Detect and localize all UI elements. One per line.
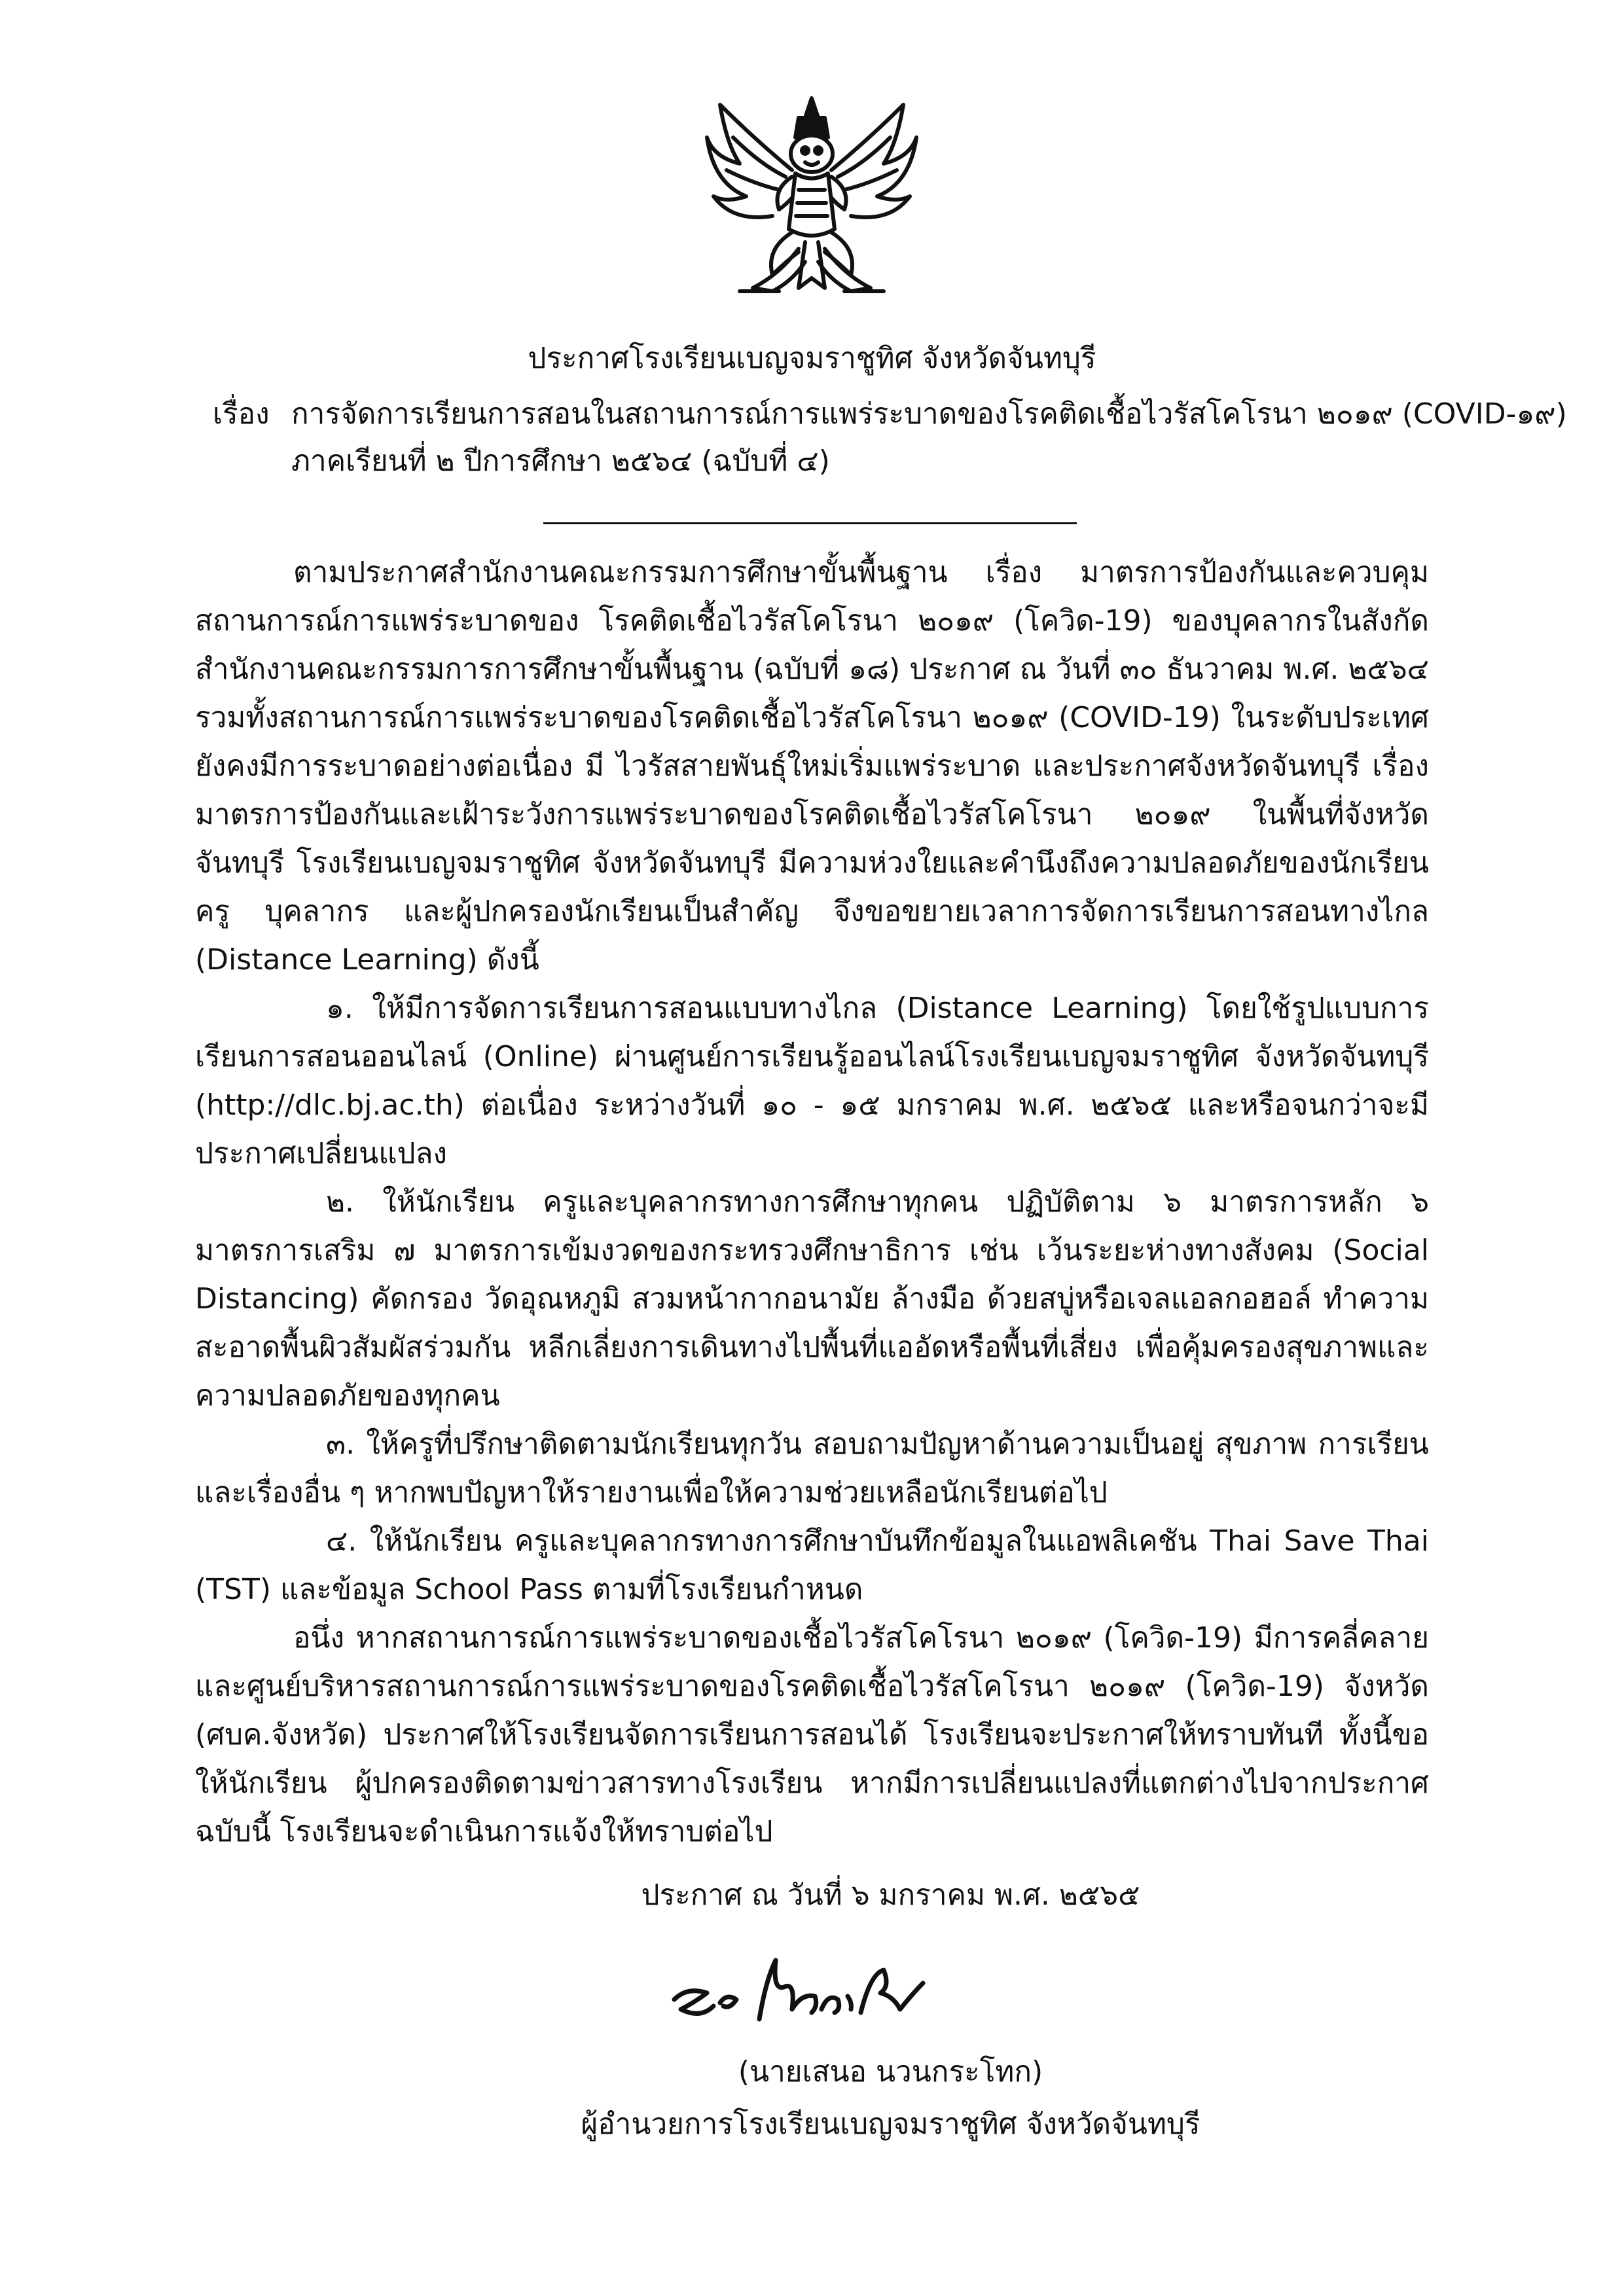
subject-label: เรื่อง [213,397,270,431]
intro-paragraph: ตามประกาศสำนักงานคณะกรรมการศึกษาขั้นพื้นฐาน เรื่อง มาตรการป้องกันและควบคุมสถานการณ์การแพร่ระบาดของ โรคติดเชื้อไวรัสโคโรนา ๒๐๑๙ (โควิด-19) ของบุคลากรในสังกัดสำนักงานคณะกรรมการการศึกษาขั้นพื้นฐาน (ฉบับที่ ๑๘) ประกาศ ณ วันที่ ๓๐ ธันวาคม พ.ศ. ๒๕๖๔ รวมทั้งสถานการณ์การแพร่ระบาดของโรคติดเชื้อไวรัสโคโรนา ๒๐๑๙ (COVID-19) ในระดับประเทศยังคงมีการระบาดอย่างต่อเนื่อง มี ไวรัสสายพันธุ์ใหม่เริ่มแพร่ระบาด และประกาศจังหวัดจันทบุรี เรื่อง มาตรการป้องกันและเฝ้าระวังการแพร่ระบาดของโรคติดเชื้อไวรัสโคโรนา ๒๐๑๙ ในพื้นที่จังหวัดจันทบุรี โรงเรียนเบญจมราชูทิศ จังหวัดจันทบุรี มีความห่วงใยและคำนึงถึงความปลอดภัยของนักเรียน ครู บุคลากร และผู้ปกครองนักเรียนเป็นสำคัญ จึงขอขยายเวลาการจัดการเรียนการสอนทางไกล (Distance Learning) ดังนี้ [195,556,1429,977]
garuda-emblem-icon [700,92,923,308]
signer-name: (นายเสนอ นวนกระโทก) [738,2055,1043,2089]
item-2: ๒. ให้นักเรียน ครูและบุคลากรทางการศึกษาทุกคน ปฏิบัติตาม ๖ มาตรการหลัก ๖ มาตรการเสริม ๗ มาตรการเข้มงวดของกระทรวงศึกษาธิการ เช่น เว้นระยะห่างทางสังคม (Social Distancing) คัดกรอง วัดอุณหภูมิ สวมหน้ากากอนามัย ล้างมือ ด้วยสบู่หรือเจลแอลกอฮอล์ ทำความสะอาดพื้นผิวสัมผัสร่วมกัน หลีกเลี่ยงการเดินทางไปพื้นที่แออัดหรือพื้นที่เสี่ยง เพื่อคุ้มครองสุขภาพและความปลอดภัยของทุกคน [195,1185,1430,1412]
announcement-body [195,548,1429,1856]
signer-title: ผู้อำนวยการโรงเรียนเบญจมราชูทิศ จังหวัดจันทบุรี [581,2108,1200,2141]
announcement-title: ประกาศโรงเรียนเบญจมราชูทิศ จังหวัดจันทบุรี [528,342,1096,375]
subject-line-2: ภาคเรียนที่ ๒ ปีการศึกษา ๒๕๖๔ (ฉบับที่ ๔) [291,444,830,478]
title-divider [543,522,1077,524]
item-1: ๑. ให้มีการจัดการเรียนการสอนแบบทางไกล (Distance Learning) โดยใช้รูปแบบการเรียนการสอนออนไลน์ (Online) ผ่านศูนย์การเรียนรู้ออนไลน์โรงเรียนเบญจมราชูทิศ จังหวัดจันทบุรี (http://dlc.bj.ac.th) ต่อเนื่อง ระหว่างวันที่ ๑๐ - ๑๕ มกราคม พ.ศ. ๒๕๖๕ และหรือจนกว่าจะมีประกาศเปลี่ยนแปลง [195,992,1430,1170]
closing-paragraph: อนึ่ง หากสถานการณ์การแพร่ระบาดของเชื้อไวรัสโคโรนา ๒๐๑๙ (โควิด-19) มีการคลี่คลายและศูนย์บริหารสถานการณ์การแพร่ระบาดของโรคติดเชื้อไวรัสโคโรนา ๒๐๑๙ (โควิด-19) จังหวัด (ศบค.จังหวัด) ประกาศให้โรงเรียนจัดการเรียนการสอนได้ โรงเรียนจะประกาศให้ทราบทันที ทั้งนี้ขอให้นักเรียน ผู้ปกครองติดตามข่าวสารทางโรงเรียน หากมีการเปลี่ยนแปลงที่แตกต่างไปจากประกาศฉบับนี้ โรงเรียนจะดำเนินการแจ้งให้ทราบต่อไป [195,1621,1429,1848]
item-4: ๔. ให้นักเรียน ครูและบุคลากรทางการศึกษาบันทึกข้อมูลในแอพลิเคชัน Thai Save Thai (TST) และข้อมูล School Pass ตามที่โรงเรียนกำหนด [195,1524,1429,1606]
announcement-date: ประกาศ ณ วันที่ ๖ มกราคม พ.ศ. ๒๕๖๕ [641,1878,1140,1912]
subject-line-1: การจัดการเรียนการสอนในสถานการณ์การแพร่ระบาดของโรคติดเชื้อไวรัสโคโรนา ๒๐๑๙ (COVID-๑๙) [291,397,1567,431]
item-3: ๓. ให้ครูที่ปรึกษาติดตามนักเรียนทุกวัน สอบถามปัญหาด้านความเป็นอยู่ สุขภาพ การเรียน และเรื่องอื่น ๆ หากพบปัญหาให้รายงานเพื่อให้ความช่วยเหลือนักเรียนต่อไป [195,1427,1429,1509]
handwritten-signature [661,1947,936,2039]
